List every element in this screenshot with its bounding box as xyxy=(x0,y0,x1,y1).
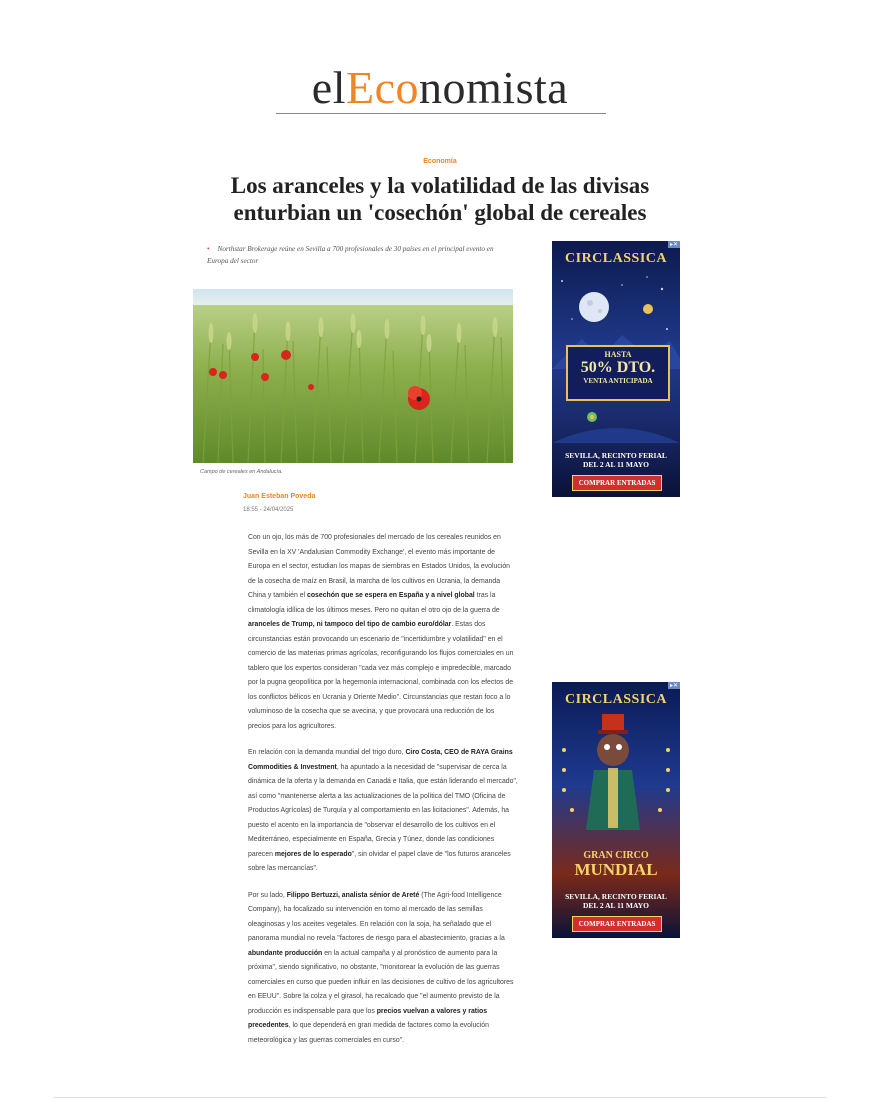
logo-part-eco: Eco xyxy=(346,62,420,113)
article-lead xyxy=(207,243,507,267)
logo-part-el: el xyxy=(311,62,346,113)
ad-circus-title: GRAN CIRCO MUNDIAL xyxy=(574,850,658,879)
buy-tickets-button[interactable]: COMPRAR ENTRADAS xyxy=(572,916,662,932)
buy-tickets-button[interactable]: COMPRAR ENTRADAS xyxy=(572,475,662,491)
adchoices-icon[interactable]: ▸✕ xyxy=(669,242,678,248)
article-body xyxy=(248,531,518,1060)
section-label[interactable]: Economía xyxy=(423,158,457,165)
adchoices-icon[interactable]: ▸✕ xyxy=(669,683,678,689)
ad-venue-text: SEVILLA, RECINTO FERIAL DEL 2 AL 11 MAYO xyxy=(565,451,667,469)
ad-ringmaster-illustration xyxy=(552,710,680,850)
ad-brand-title: CIRCLASSICA xyxy=(565,692,667,707)
paragraph-2: En relación con la demanda mundial del trigo duro, Ciro Costa, CEO de RAYA Grains Commodities & Investment, ha apuntado a la necesidad de "supervisar de cerca la dinámica de la oferta y la demanda en Canadá e Italia, que están liderando el mercado", así como "mantenerse alerta a las actualizaciones de la política del TMO (Oficina de Productos Agrícolas) de Turquía y al comportamiento en las licitaciones". Además, ha puesto el acento en la importancia de "observar el desarrollo de los cultivos en el Mediterráneo, especialmente en España, Grecia y Túnez, donde las condiciones parecen mejores de lo esperado", sin olvidar el papel clave de "los futuros aranceles sobre las mercancías". xyxy=(248,749,518,872)
article-photo xyxy=(193,289,513,463)
ad-brand-title: CIRCLASSICA xyxy=(565,251,667,266)
ad-discount-box: HASTA 50% DTO. VENTA ANTICIPADA xyxy=(566,345,670,401)
ad-venue-text: SEVILLA, RECINTO FERIAL DEL 2 AL 11 MAYO xyxy=(565,892,667,910)
ad-banner-circlassica-circus[interactable] xyxy=(552,682,680,938)
footer-divider xyxy=(54,1097,826,1098)
logo-part-nomista: nomista xyxy=(419,62,569,113)
ad-banner-circlassica-discount[interactable] xyxy=(552,241,680,497)
ad-decoration-illustration xyxy=(552,403,680,443)
site-logo[interactable] xyxy=(0,62,880,114)
paragraph-3: Por su lado, Filippo Bertuzzi, analista sénior de Areté (The Agri-food Intelligence Company), ha focalizado su intervención en torno al mercado de las semillas oleaginosas y los aceites vegetales. En relación con la soja, ha señalado que el panorama mundial no revela "factores de riesgo para el abastecimiento, gracias a la abundante producción en la actual campaña y al pronóstico de aumento para la próxima", siendo significativo, no obstante, "monitorear la evolución de las guerras comerciales en curso que pueden influir en las decisiones de cultivo de los agricultores en EEUU". Sobre la colza y el girasol, ha recalcado que "el aumento previsto de la producción es indispensable para que los precios vuelvan a valores y ratios precedentes, lo que dependerá en gran medida de factores como la evolución meteorológica y las guerras comerciales en curso". xyxy=(248,891,514,1044)
bullet-icon: • xyxy=(207,245,210,253)
lead-text: Northstar Brokerage reúne en Sevilla a 700 profesionales de 30 países en el principal evento en Europa del sector xyxy=(207,245,494,265)
photo-caption: Campo de cereales en Andalucía. xyxy=(200,469,283,475)
masthead-divider xyxy=(276,113,606,114)
paragraph-1: Con un ojo, los más de 700 profesionales del mercado de los cereales reunidos en Sevilla en la XV 'Andalusian Commodity Exchange', el evento más importante de Europa en el sector, estudian los mapas de siembras en Estados Unidos, la evolución de la cosecha de maíz en Brasil, la marcha de los cultivos en Ucrania, la demanda China y también el cosechón que se espera en España y a nivel global tras la climatología idílica de los últimos meses. Pero no quitan el otro ojo de la guerra de aranceles de Trump, ni tampoco del tipo de cambio euro/dólar. Estas dos circunstancias están provocando un escenario de "incertidumbre y volatilidad" en el comercio de las materias primas agrícolas, reconfigurando los flujos comerciales en un tablero que los expertos consideran "cada vez más complejo e impredecible, marcado por la pugna geopolítica por la hegemonía internacional, combinada con los efectos de los conflictos bélicos en Ucrania y Oriente Medio". Circunstancias que restan foco a lo voluminoso de la cosecha que se avecina, y que provocará una reducción de los precios para los agricultores. xyxy=(248,534,514,730)
article-headline: Los aranceles y la volatilidad de las divisas enturbian un 'cosechón' global de cereales xyxy=(230,173,650,225)
publish-date: 18:55 - 24/04/2025 xyxy=(243,507,294,513)
author-link[interactable]: Juan Esteban Poveda xyxy=(243,493,316,500)
wheat-field-illustration xyxy=(193,289,513,463)
